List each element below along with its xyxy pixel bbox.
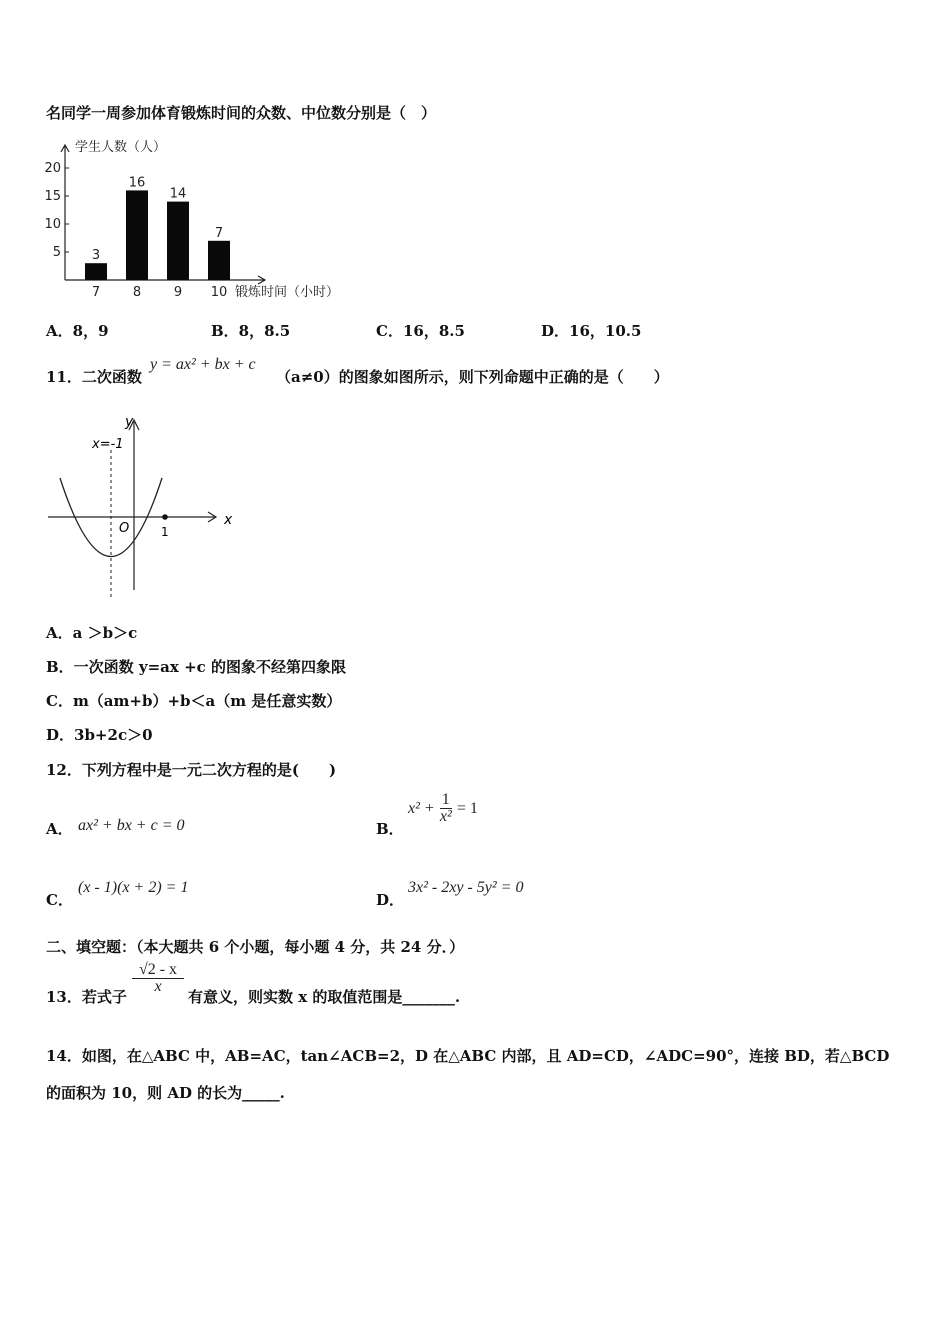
- chart-category-label: 9: [173, 285, 183, 300]
- chart-bar: [208, 241, 230, 280]
- q10-option-a[interactable]: A．8，9: [46, 322, 109, 340]
- q13-suffix: 有意义，则实数 x 的取值范围是_______.: [188, 988, 461, 1006]
- q11-option-c[interactable]: C．m（am+b）+b＜a（m 是任意实数）: [46, 692, 342, 710]
- chart-category-label: 10: [210, 285, 228, 300]
- chart-bars: [85, 190, 230, 280]
- section-2-title: 二、填空题：（本大题共 6 个小题，每小题 4 分，共 24 分．）: [46, 938, 465, 956]
- q12-option-d-label[interactable]: D．: [376, 891, 405, 909]
- chart-y-tick-label: 15: [44, 189, 61, 204]
- chart-data-label: 7: [214, 225, 224, 241]
- y-axis-label: y: [125, 414, 134, 430]
- chart-data-label: 3: [91, 248, 101, 264]
- q12-option-a-formula[interactable]: ax² + bx + c = 0: [78, 817, 185, 834]
- q13-denominator: x: [154, 978, 162, 995]
- chart-y-axis-label: 学生人数（人）: [75, 140, 167, 155]
- q12-stem: 12．下列方程中是一元二次方程的是( ): [46, 761, 337, 779]
- q10-stem: 名同学一周参加体育锻炼时间的众数、中位数分别是（ ）: [46, 104, 437, 122]
- q12-b-lhs: x² +: [408, 800, 435, 817]
- q12-option-c-formula[interactable]: (x - 1)(x + 2) = 1: [78, 879, 189, 896]
- bar-chart: [40, 135, 370, 305]
- q14-line-2: 的面积为 10，则 AD 的长为_____.: [46, 1084, 285, 1102]
- chart-y-tick-label: 20: [44, 161, 61, 176]
- chart-bar: [167, 202, 189, 280]
- chart-bar: [126, 190, 148, 280]
- q10-option-b[interactable]: B．8，8.5: [211, 322, 291, 340]
- x-axis-label: x: [224, 512, 233, 528]
- q12-b-numerator: 1: [441, 791, 450, 808]
- q13-prefix: 13．若式子: [46, 988, 127, 1006]
- q12-b-fraction: [440, 792, 452, 825]
- origin-label: O: [119, 521, 130, 536]
- q11-formula: y = ax² + bx + c: [150, 356, 256, 373]
- point-one-label: 1: [161, 525, 169, 539]
- q12-option-b-formula[interactable]: [408, 792, 478, 825]
- chart-data-label: 16: [128, 175, 146, 191]
- point-one: [162, 514, 168, 520]
- q11-option-d[interactable]: D．3b+2c＞0: [46, 726, 153, 744]
- chart-data-label: 14: [169, 186, 187, 202]
- parabola-graph: [40, 410, 250, 605]
- q14-line-1: 14．如图，在△ABC 中，AB=AC，tan∠ACB=2，D 在△ABC 内部，且 AD=CD，∠ADC=90°，连接 BD，若△BCD: [46, 1047, 890, 1065]
- chart-category-label: 7: [91, 285, 101, 300]
- chart-bar: [85, 263, 107, 280]
- q11-option-a[interactable]: A．a ＞b＞c: [46, 624, 138, 642]
- q12-option-a-label[interactable]: A．: [46, 820, 73, 838]
- q12-b-rhs: = 1: [456, 800, 478, 817]
- q13-numerator: √2 - x: [132, 962, 184, 979]
- symmetry-line-label: x=-1: [92, 437, 124, 452]
- q12-option-c-label[interactable]: C．: [46, 891, 73, 909]
- chart-y-tick-label: 10: [44, 217, 61, 232]
- chart-y-tick-label: 5: [52, 245, 61, 260]
- q10-option-d[interactable]: D．16，10.5: [541, 322, 642, 340]
- q11-option-b[interactable]: B．一次函数 y=ax +c 的图象不经第四象限: [46, 658, 346, 676]
- q10-option-c[interactable]: C．16，8.5: [376, 322, 465, 340]
- q12-b-denominator: x²: [439, 808, 452, 825]
- q11-condition: （a≠0）的图象如图所示，则下列命题中正确的是（ ）: [276, 368, 669, 386]
- q12-option-d-formula[interactable]: 3x² - 2xy - 5y² = 0: [408, 879, 524, 896]
- q13-fraction: [132, 962, 184, 995]
- q12-option-b-label[interactable]: B．: [376, 820, 404, 838]
- q11-number: 11．二次函数: [46, 368, 142, 386]
- chart-x-axis-label: 锻炼时间（小时）: [235, 285, 340, 300]
- chart-category-label: 8: [132, 285, 142, 300]
